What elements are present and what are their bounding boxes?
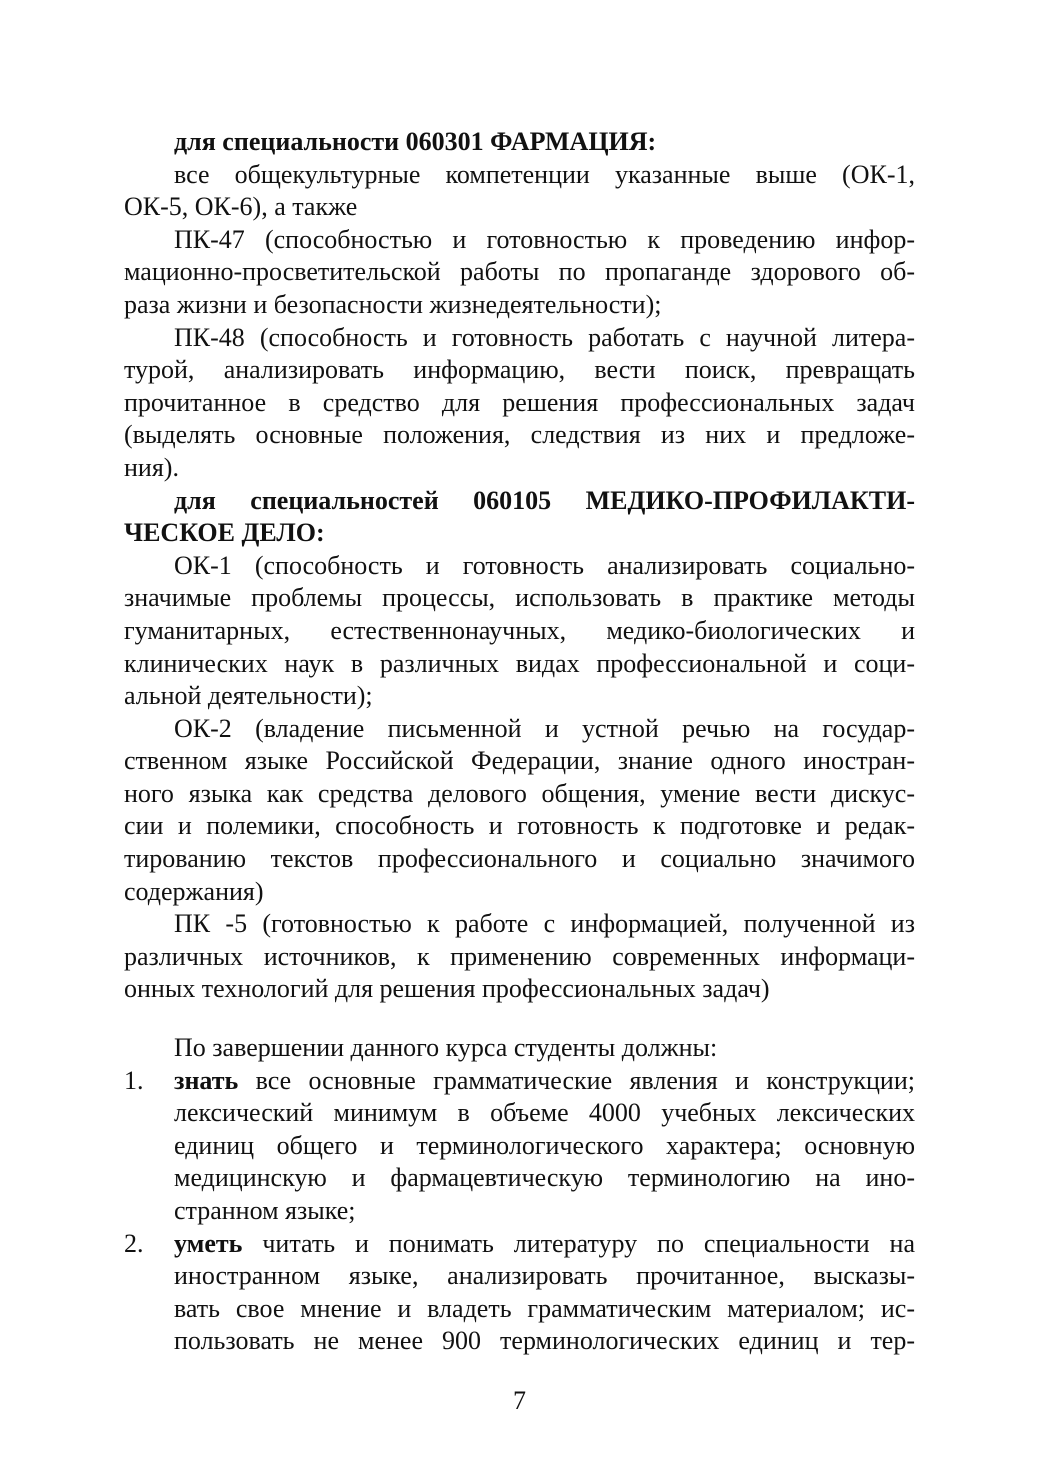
paragraph-ok-2 <box>124 713 915 909</box>
paragraph-line: ПК-47 (способностью и готовностью к проведению инфор- <box>174 224 915 254</box>
document-page <box>124 126 915 1358</box>
outcome-item-know <box>124 1065 915 1228</box>
section-heading-preventive-medicine <box>124 485 915 550</box>
paragraph-line: прочитанное в средство для решения профессиональных задач <box>124 387 915 417</box>
paragraph-line: все общекультурные компетенции указанные выше (ОК-1, <box>174 159 915 189</box>
list-item-first-line <box>124 1228 915 1261</box>
paragraph-general-competencies <box>124 159 915 224</box>
paragraph-line: содержания) <box>124 876 264 906</box>
paragraph-line: различных источников, к применению современных информаци- <box>124 941 915 971</box>
paragraph-line: сии и полемики, способность и готовность к подготовке и редак- <box>124 811 915 841</box>
paragraph-line: ПК-48 (способность и готовность работать с научной литера- <box>174 322 915 352</box>
list-item-first-line <box>124 1065 915 1098</box>
paragraph-line: мационно-просветительской работы по пропаганде здорового об- <box>124 257 915 287</box>
page-number: 7 <box>513 1386 526 1415</box>
paragraph-line: ния). <box>124 452 179 482</box>
list-keyword: уметь <box>174 1228 243 1258</box>
heading-line: для специальностей 060105 МЕДИКО-ПРОФИЛАКТИ- <box>174 485 915 515</box>
paragraph-line: (выделять основные положения, следствия из них и предложе- <box>124 420 915 450</box>
list-item-line: странном языке; <box>174 1196 356 1225</box>
list-item-line: пользовать не менее 900 терминологических единиц и тер- <box>174 1326 915 1356</box>
paragraph-line: турой, анализировать информацию, вести поиск, превращать <box>124 355 915 385</box>
list-item-line: единиц общего и терминологического характера; основную <box>174 1130 915 1160</box>
paragraph-pk-47 <box>124 224 915 322</box>
paragraph-line: раза жизни и безопасности жизнедеятельности); <box>124 289 662 319</box>
paragraph-line: онных технологий для решения профессиональных задач) <box>124 974 770 1004</box>
paragraph-ok-1 <box>124 550 915 713</box>
paragraph-line: ного языка как средства делового общения, умение вести дискус- <box>124 778 915 808</box>
paragraph-line: клинических наук в различных видах профессиональной и соци- <box>124 648 915 678</box>
paragraph-line: гуманитарных, естественнонаучных, медико-биологических и <box>124 615 915 645</box>
list-text: все основные грамматические явления и конструкции; <box>238 1065 915 1095</box>
paragraph-line: тированию текстов профессионального и социально значимого <box>124 844 915 874</box>
outcomes-intro: По завершении данного курса студенты должны: <box>174 1033 718 1063</box>
list-item-line: вать свое мнение и владеть грамматическим материалом; ис- <box>174 1293 915 1323</box>
list-number: 1. <box>124 1065 144 1095</box>
paragraph-line: ОК-2 (владение письменной и устной речью на государ- <box>174 713 915 743</box>
paragraph-pk-5 <box>124 908 915 1006</box>
paragraph-line: ственном языке Российской Федерации, знание одного иностран- <box>124 746 915 776</box>
list-item-line: медицинскую и фармацевтическую терминологию на ино- <box>174 1163 915 1193</box>
list-keyword: знать <box>174 1065 239 1095</box>
list-item-line: лексический минимум в объеме 4000 учебных лексических <box>174 1098 915 1128</box>
spacer <box>124 1006 915 1032</box>
list-number: 2. <box>124 1228 144 1258</box>
section-heading-pharmacy: для специальности 060301 ФАРМАЦИЯ: <box>174 127 657 156</box>
list-item-line: иностранном языке, анализировать прочитанное, высказы- <box>174 1261 915 1291</box>
list-text: читать и понимать литературу по специальности на <box>242 1228 915 1258</box>
outcome-item-be-able <box>124 1228 915 1358</box>
paragraph-line: альной деятельности); <box>124 681 373 711</box>
paragraph-pk-48 <box>124 322 915 485</box>
paragraph-line: ОК-5, ОК-6), а также <box>124 192 358 222</box>
paragraph-line: значимые проблемы процессы, использовать в практике методы <box>124 583 915 613</box>
paragraph-line: ПК -5 (готовностью к работе с информацией, полученной из <box>174 909 915 939</box>
paragraph-line: ОК-1 (способность и готовность анализировать социально- <box>174 550 915 580</box>
heading-line: ЧЕСКОЕ ДЕЛО: <box>124 518 325 548</box>
